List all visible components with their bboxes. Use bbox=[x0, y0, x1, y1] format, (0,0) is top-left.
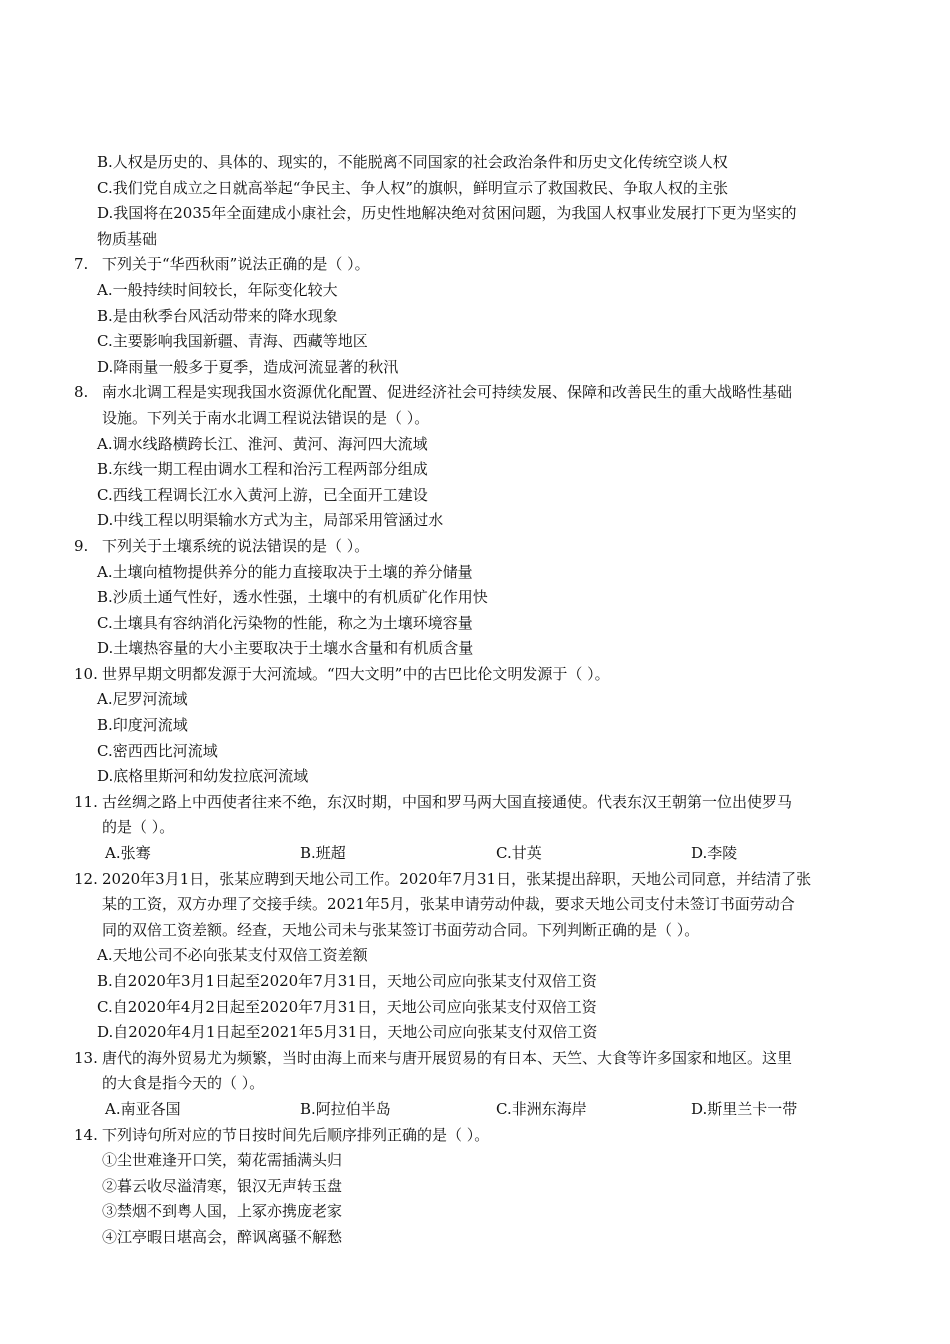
q10-stem-text: 世界早期文明都发源于大河流域。“四大文明”中的古巴比伦文明发源于（ ）。 bbox=[102, 664, 610, 683]
q14-stem bbox=[0, 1123, 950, 1149]
q11-stem-text-2: 的是（ ）。 bbox=[102, 818, 175, 837]
q9-stem bbox=[0, 534, 950, 560]
q12-option-a: A.天地公司不必向张某支付双倍工资差额 bbox=[97, 946, 368, 965]
q12-option-d: D.自2020年4月1日起至2021年5月31日，天地公司应向张某支付双倍工资 bbox=[97, 1023, 598, 1042]
q11-number: 11. bbox=[74, 792, 98, 811]
q14-item-3: ③禁烟不到粤人国，上冢亦携庞老家 bbox=[102, 1202, 343, 1221]
q13-stem bbox=[0, 1046, 950, 1072]
q8-option-d: D.中线工程以明渠输水方式为主，局部采用管涵过水 bbox=[97, 511, 444, 530]
q9-number: 9. bbox=[74, 536, 89, 555]
q11-option-b: B.班超 bbox=[300, 844, 346, 863]
q13-option-d: D.斯里兰卡一带 bbox=[691, 1099, 798, 1118]
q8-option-c: C.西线工程调长江水入黄河上游，已全面开工建设 bbox=[97, 485, 428, 504]
q12-option-b: B.自2020年3月1日起至2020年7月31日，天地公司应向张某支付双倍工资 bbox=[97, 972, 597, 990]
q9-option-c: C.土壤具有容纳消化污染物的性能，称之为土壤环境容量 bbox=[97, 613, 473, 632]
q7-stem bbox=[0, 252, 950, 278]
q11-option-c: C.甘英 bbox=[496, 844, 542, 863]
q10-option-c: C.密西西比河流域 bbox=[97, 741, 218, 760]
q11-option-d: D.李陵 bbox=[691, 844, 738, 863]
q7-option-b: B.是由秋季台风活动带来的降水现象 bbox=[97, 306, 338, 325]
q13-option-b: B.阿拉伯半岛 bbox=[300, 1099, 391, 1118]
q14-item-1: ①尘世难逢开口笑，菊花需插满头归 bbox=[102, 1151, 343, 1170]
q10-option-d: D.底格里斯河和幼发拉底河流域 bbox=[97, 767, 309, 786]
q6-option-d-line2: 物质基础 bbox=[97, 229, 158, 248]
q12-stem-text-2: 某的工资，双方办理了交接手续。2021年5月，张某申请劳动仲裁，要求天地公司支付未签订书面劳动合 bbox=[102, 895, 795, 914]
q12-stem-text-1: 2020年3月1日，张某应聘到天地公司工作。2020年7月31日，张某提出辞职，天地公司同意，并结清了张 bbox=[102, 869, 812, 888]
q12-stem bbox=[0, 867, 950, 893]
q12-number: 12. bbox=[74, 869, 98, 888]
q8-option-a: A.调水线路横跨长江、淮河、黄河、海河四大流域 bbox=[97, 434, 428, 453]
q6-option-c: C.我们党自成立之日就高举起“争民主、争人权”的旗帜，鲜明宣示了救国救民、争取人权的主张 bbox=[97, 178, 729, 197]
q14-item-2: ②暮云收尽溢清寒，银汉无声转玉盘 bbox=[102, 1176, 343, 1195]
q11-option-a: A.张骞 bbox=[105, 844, 151, 863]
q13-stem-text-1: 唐代的海外贸易尤为频繁，当时由海上而来与唐开展贸易的有日本、天竺、大食等许多国家和地区。这里 bbox=[102, 1048, 793, 1067]
q11-stem-text-1: 古丝绸之路上中西使者往来不绝，东汉时期，中国和罗马两大国直接通使。代表东汉王朝第一位出使罗马 bbox=[102, 792, 793, 811]
q13-number: 13. bbox=[74, 1048, 98, 1067]
q10-option-a: A.尼罗河流域 bbox=[97, 690, 188, 709]
q13-options-row bbox=[0, 1097, 950, 1123]
q7-number: 7. bbox=[74, 255, 89, 274]
q14-stem-text: 下列诗句所对应的节日按时间先后顺序排列正确的是（ ）。 bbox=[102, 1125, 490, 1144]
q7-option-a: A.一般持续时间较长，年际变化较大 bbox=[97, 280, 338, 299]
q8-number: 8. bbox=[74, 383, 89, 402]
q14-number: 14. bbox=[74, 1125, 98, 1144]
q10-stem bbox=[0, 662, 950, 688]
q14-item-4: ④江亭暇日堪高会，醉讽离骚不解愁 bbox=[102, 1227, 343, 1246]
q7-option-c: C.主要影响我国新疆、青海、西藏等地区 bbox=[97, 332, 368, 351]
q9-option-a: A.土壤向植物提供养分的能力直接取决于土壤的养分储量 bbox=[97, 562, 473, 581]
q12-option-c: C.自2020年4月2日起至2020年7月31日，天地公司应向张某支付双倍工资 bbox=[97, 997, 597, 1016]
q13-option-c: C.非洲东海岸 bbox=[496, 1099, 587, 1118]
q12-stem-text-3: 同的双倍工资差额。经查，天地公司未与张某签订书面劳动合同。下列判断正确的是（ ）。 bbox=[102, 920, 700, 939]
q11-stem bbox=[0, 790, 950, 816]
q9-option-d: D.土壤热容量的大小主要取决于土壤水含量和有机质含量 bbox=[97, 639, 474, 658]
q7-option-d: D.降雨量一般多于夏季，造成河流显著的秋汛 bbox=[97, 357, 399, 376]
q8-stem-text-2: 设施。下列关于南水北调工程说法错误的是（ ）。 bbox=[102, 408, 430, 427]
q7-stem-text: 下列关于“华西秋雨”说法正确的是（ ）。 bbox=[102, 255, 370, 274]
q11-options-row bbox=[0, 841, 950, 867]
q13-option-a: A.南亚各国 bbox=[105, 1099, 181, 1118]
exam-page bbox=[0, 150, 950, 1251]
q6-option-b: B.人权是历史的、具体的、现实的，不能脱离不同国家的社会政治条件和历史文化传统空谈人权 bbox=[97, 153, 728, 171]
q10-option-b: B.印度河流域 bbox=[97, 716, 188, 735]
q9-stem-text: 下列关于土壤系统的说法错误的是（ ）。 bbox=[102, 536, 370, 555]
q6-option-d-line1: D.我国将在2035年全面建成小康社会，历史性地解决绝对贫困问题，为我国人权事业发展打下更为坚实的 bbox=[97, 204, 797, 223]
q10-number: 10. bbox=[74, 664, 98, 683]
q8-stem-text-1: 南水北调工程是实现我国水资源优化配置、促进经济社会可持续发展、保障和改善民生的重大战略性基础 bbox=[102, 383, 793, 402]
q8-stem bbox=[0, 380, 950, 406]
q13-stem-text-2: 的大食是指今天的（ ）。 bbox=[102, 1074, 265, 1093]
q8-option-b: B.东线一期工程由调水工程和治污工程两部分组成 bbox=[97, 460, 428, 479]
q9-option-b: B.沙质土通气性好，透水性强，土壤中的有机质矿化作用快 bbox=[97, 588, 488, 607]
